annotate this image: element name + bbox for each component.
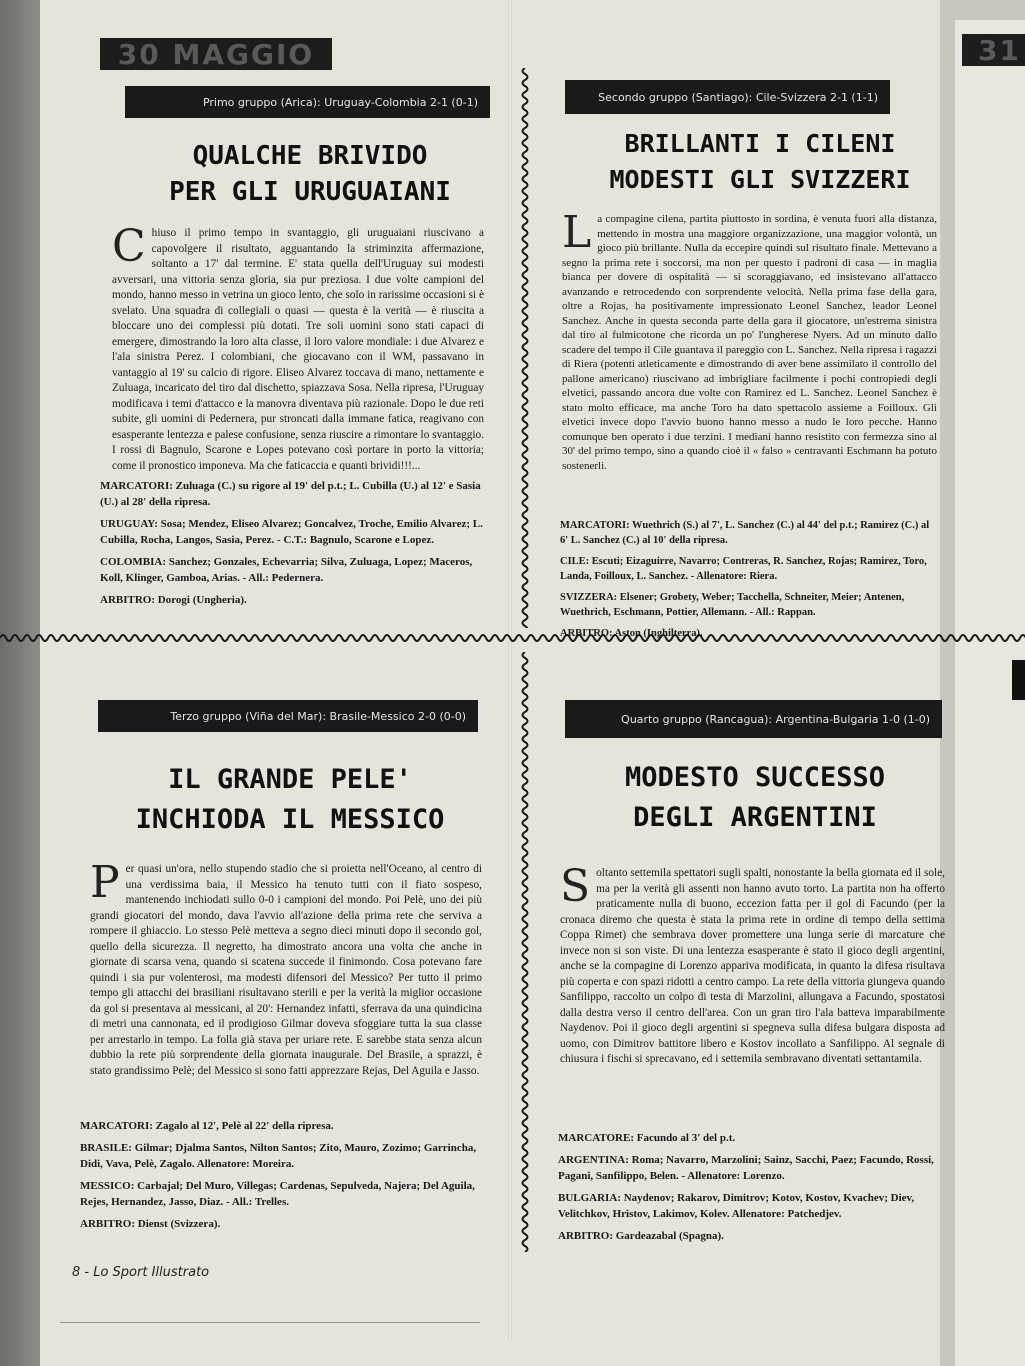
lineups-q3 [80,1118,480,1238]
article-body-q2 [562,212,937,512]
headline-q1 [110,138,510,210]
lineups-q2 [560,518,938,647]
page-shadow-left [0,0,40,1366]
headline-q4-line2: DEGLI ARGENTINI [633,802,877,833]
headline-q1-line2: PER GLI URUGUAIANI [169,177,451,207]
scorers-q2: MARCATORI: Wuethrich (S.) al 7', L. Sanchez (C.) al 44' del p.t.; Ramirez (C.) al 6' L. Sanchez (C.) al 10' della ripresa. [560,520,930,546]
horizontal-wave-divider [0,630,1025,646]
headline-q2-line2: MODESTI GLI SVIZZERI [609,165,911,194]
dropcap-q2: L [562,212,592,258]
vertical-wave-divider-top [518,68,532,628]
scorers-q3: MARCATORI: Zagalo al 12', Pelè al 22' della ripresa. [80,1120,334,1132]
scorers-q1: MARCATORI: Zuluaga (C.) su rigore al 19' del p.t.; L. Cubilla (U.) al 12' e Sasia (U.) al 28' della ripresa. [100,480,481,508]
team-a-q1: URUGUAY: Sosa; Mendez, Eliseo Alvarez; Goncalvez, Troche, Emilio Alvarez; L. Cubilla, Rocha, Langos, Sasia, Perez. - C.T.: Bagnulo, Scarone e Lopez. [100,518,483,546]
headline-q3-line1: IL GRANDE PELE' [168,764,412,795]
headline-q4 [555,758,955,838]
article-text-q4: oltanto settemila spettatori sugli spalti, nonostante la bella giornata ed il sole, ma per la verità gli assenti non hanno avuto torto. La partita non ha offerto praticamente nulla di buono, eccezion fatta per il gol di Facundo (per la cronaca diremo che questa è stata la prima rete in ordine di tempo della settima Coppa Rimet) che sembrava dover promettere una lunga serie di marcature che invece non si son viste. Di una lentezza esasperante è stato il gioco degli argentini, anche se la compagine di Lorenzo appariva modificata, in quanto la difesa risultava più coperta e con spazi ridotti a centro campo. La rete della vittoria giungeva quando Sanfilippo, raccolto un colpo di testa di Marzolini, allungava a Facundo, spostatosi dalla destra verso il centro dell'area. Con un gran tiro l'ala batteva imparabilmente Naydenov. Poi il gioco degli argentini si spegneva sulla difesa bulgara disposta ad uomo, con Dimitrov battitore libero e Kostov incollato a Sanfilippo. Al segnale di chiusura i fischi si sprecavano, ed i settemila sembravano diventati settantamila. [560,867,945,1065]
team-a-q2: CILE: Escuti; Eizaguirre, Navarro; Contreras, R. Sanchez, Rojas; Ramirez, Toro, Landa, Foilloux, L. Sanchez. - Allenatore: Riera. [560,556,927,582]
lineups-q1 [100,478,490,614]
article-body-q3 [90,862,482,1112]
next-page-date-header: 31 [962,34,1025,66]
article-text-q2: a compagine cilena, partita piuttosto in sordina, è venuta fuori alla distanza, mettendo in mostra una maggiore organizzazione, una maggior volontà, un gioco più brillante. Nulla da eccepire quindi sul risultato finale. Mettevano a segno la prima rete i soccorsi, ma non per questo i padroni di casa — in maglia bianca per dovere di ospitalità — si scoraggiavano, ed insistevano all'attacco avanzando e retrocedendo con sorprendente velocità. Nella prima fase della gara, oltre a Rojas, ha positivamente impressionato Leonel Sanchez, leador Leonel Sanchez. Anche in questa seconda parte della gara il giocatore, un'estrema sinistra dal tiro al fulmicotone che ricorda un po' l'ungherese Nyers. Ad un minuto dallo scadere del tempo il Cile guantava il pareggio con L. Sanchez. Nella ripresa i ragazzi di Riera (potenti atleticamente e dimostrando di aver bene assimilato il controllo del pallone americano) riuscivano ad imbrigliare facilmente i pochi contropiedi degli elvetici, passando ancora due volte con Ramirez ed L. Sanchez. Leonel Sanchez è stato molto efficace, ma anche Toro ha dato spettacolo assieme a Foilloux. Gli elvetici invece dopo l'avvio buono hanno messo a nudo le loro pecche. Hanno comunque ben operato i due terzini. I mediani hanno resistito con fermezza sino al 30' del primo tempo, sino a quando cioè il « falso » centravanti Eschmann ha potuto sostenerli. [562,213,937,472]
headline-q2-line1: BRILLANTI I CILENI [624,129,896,158]
headline-q2 [560,126,960,198]
article-text-q1: hiuso il primo tempo in svantaggio, gli uruguaiani riuscivano a capovolgere il risultato, agguantando la striminzita affermazione, soltanto a 17' dal termine. E' stata quella dell'Uruguay sui modesti avversari, una vittoria senza gloria, sia pur preziosa. I due volte campioni del mondo, hanno messo in vetrina un gioco lento, che solo in rarissime occasioni si è svelato. Una squadra di collegiali o quasi — questa è la verità — è riuscita a bloccare uno dei complessi più dotati. Tre soli uomini sono stati capaci di emergere, dimostrando la loro alta classe, il loro valore mondiale: i due Alvarez e l'ala sinistra Perez. I colombiani, che giocavano con il WM, passavano in vantaggio al 19' su calcio di rigore. Eliseo Alvarez toccava di mano, nettamente e Zuluaga, incaricato del tiro dal dischetto, spiazzava Sosa. Nella ripresa, l'Uruguay modificava i temi d'attacco e la manovra diventava più razionale. Dopo le due reti subite, gli uomini di Pedernera, pur stroncati dalla immane fatica, reagivano con esasperante lentezza e palese confusione, senza riuscire a rimontare lo svantaggio. I rossi di Bagnulo, Scarone e Lopes potevano così portare in porto la vittoria; come il pronostico imponeva. Ma che faticaccia e quanti brividi!!!... [112,227,484,471]
referee-q3: ARBITRO: Dienst (Svizzera). [80,1218,221,1230]
date-header: 30 MAGGIO [100,38,332,70]
next-page-tab-marker [1012,660,1025,700]
team-b-q1: COLOMBIA: Sanchez; Gonzales, Echevarria; Silva, Zuluaga, Lopez; Maceros, Koll, Klinger, Gamboa, Arias. - All.: Pedernera. [100,556,473,584]
referee-q4: ARBITRO: Gardeazabal (Spagna). [558,1230,724,1242]
article-body-q4 [560,866,945,1106]
match-bar-q3: Terzo gruppo (Viña del Mar): Brasile-Messico 2-0 (0-0) [98,700,478,732]
referee-q1: ARBITRO: Dorogi (Ungheria). [100,594,247,606]
scorers-q4: MARCATORE: Facundo al 3' del p.t. [558,1132,736,1144]
team-b-q2: SVIZZERA: Elsener; Grobety, Weber; Tacchella, Schneiter, Meier; Antenen, Wuethrich, Eschmann, Pottier, Allemann. - All.: Rappan. [560,592,905,618]
team-a-q3: BRASILE: Gilmar; Djalma Santos, Nilton Santos; Zito, Mauro, Zozimo; Garrincha, Didi, Vava, Pelè, Zagalo. Allenatore: Moreira. [80,1142,477,1170]
dropcap-q1: C [112,226,146,272]
dropcap-q4: S [560,866,591,912]
article-body-q1 [112,226,484,471]
vertical-wave-divider-bottom [518,652,532,1252]
page-footer: 8 - Lo Sport Illustrato [72,1265,210,1280]
match-bar-q4: Quarto gruppo (Rancagua): Argentina-Bulgaria 1-0 (1-0) [565,700,942,738]
headline-q4-line1: MODESTO SUCCESSO [624,762,886,793]
dropcap-q3: P [90,862,120,908]
lineups-q4 [558,1130,950,1250]
article-text-q3: er quasi un'ora, nello stupendo stadio che si proietta nell'Oceano, al centro di una verdissima baia, il Messico ha tenuto tutti con il fiato sospeso, mantenendo inchiodati sullo 0-0 i campioni del mondo. Poi Pelè, uno dei più grandi giocatori del mondo, dava l'avvio all'azione della prima rete che serviva a rompere il ghiaccio. Lo stesso Pelè metteva a segno dieci minuti dopo il secondo gol, quello della sicurezza. Il negretto, ha dimostrato ancora una volta che anche in giornate di scarsa vena, quando si scatena succede il finimondo. Cosa potevano fare quindi i sia pur volenterosi, ma modesti difensori del Messico? Per tutto il primo tempo gli attacchi dei brasiliani risultavano sterili e per la verità la miglior occasione da gol si presentava ai messicani, al 20': Hernandez infatti, sferrava da una quindicina di metri una cannonata, ed il prodigioso Gilmar doveva sfoggiare tutta la sua classe per arrestarlo in tempo. La folla già stava per uriare rete. E sarebbe stata senza alcun dubbio la rete più sorprendente della giornata inaugurale. Del Brasile, a sprazzi, è stato grandissimo Pelè; del Messico si sono fatti apprezzare Rejas, Del Aguila e Jasso. [90,863,482,1077]
referee-q2: ARBITRO: Aston (Inghilterra). [560,628,703,639]
headline-q3 [90,760,490,840]
team-b-q4: BULGARIA: Naydenov; Rakarov, Dimitrov; Kotov, Kostov, Kvachev; Diev, Velitchkov, Hristov, Lakimov, Kolev. Allenatore: Patchedjev. [558,1192,915,1220]
team-b-q3: MESSICO: Carbajal; Del Muro, Villegas; Cardenas, Sepulveda, Najera; Del Aguila, Rejes, Hernandez, Jasso, Diaz. - All.: Trelles. [80,1180,475,1208]
match-bar-q2: Secondo gruppo (Santiago): Cile-Svizzera 2-1 (1-1) [565,80,890,114]
headline-q3-line2: INCHIODA IL MESSICO [135,804,445,835]
team-a-q4: ARGENTINA: Roma; Navarro, Marzolini; Sainz, Sacchi, Paez; Facundo, Rossi, Pagani, Sanfilippo, Belen. - Allenatore: Lorenzo. [558,1154,934,1182]
match-bar-q1: Primo gruppo (Arica): Uruguay-Colombia 2-1 (0-1) [125,86,490,118]
headline-q1-line1: QUALCHE BRIVIDO [192,141,428,171]
footer-rule [60,1322,480,1323]
